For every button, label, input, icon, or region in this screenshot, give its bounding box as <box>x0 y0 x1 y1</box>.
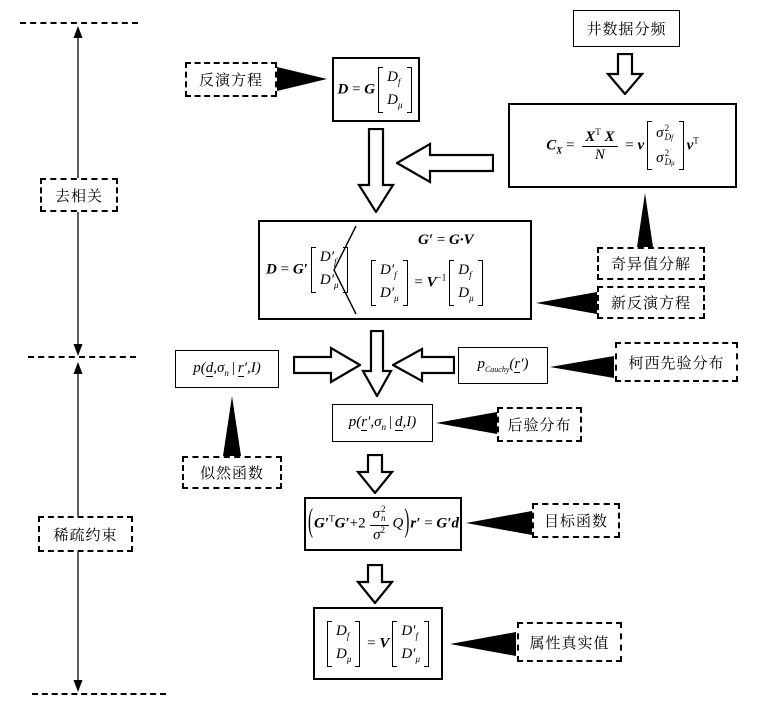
likelihood-formula: $p(d,\sigma_n$ | r′,I) <box>193 359 261 378</box>
decorrelation-text: 去相关 <box>54 188 103 205</box>
new-inversion-top-formula: G′ = G·V <box>418 232 474 248</box>
cauchy-formula-box <box>458 347 548 384</box>
block-arrow-left-cauchy-icon <box>392 347 455 383</box>
true-attribute-label <box>517 622 622 662</box>
inversion-formula: D = G $D_f$ $D_\mu$ <box>337 67 414 113</box>
cauchy-prior-label <box>615 342 738 382</box>
objective-fn-label <box>532 503 620 538</box>
callout-triangle-left-objective-icon <box>466 511 532 535</box>
covariance-formula-box <box>508 103 737 188</box>
inversion-formula-box <box>332 57 420 122</box>
inversion-eq-label <box>185 62 277 97</box>
callout-triangle-up-likelihood-icon <box>223 396 241 456</box>
posterior-formula-box <box>332 404 433 442</box>
final-formula: $D_f$ $D_\mu$ = V $D'_f$ $D'_\mu$ <box>324 621 432 667</box>
callout-triangle-left-final-icon <box>450 632 516 656</box>
block-arrow-down-objective-icon <box>356 564 394 604</box>
new-inversion-bottom-formula: $D'_f$ $D'_\mu$ = $V^{-1}$ $D_f$ $D_\mu$ <box>368 260 486 306</box>
block-arrow-down-posterior-icon <box>356 454 394 494</box>
new-inversion-left-formula: D = G′ $D'_f$ $D'_\mu$ <box>266 222 351 318</box>
cauchy-formula: $p_{Cauchy}(r')$ <box>477 356 529 375</box>
likelihood-formula-box <box>175 350 279 388</box>
angle-bracket-icon <box>332 225 358 315</box>
likelihood-fn-text: 似然函数 <box>199 466 264 482</box>
objective-formula-box <box>304 497 462 551</box>
block-arrow-down-well-icon <box>606 53 644 95</box>
well-data-box <box>573 10 680 47</box>
rail-dashed-line-bottom <box>32 693 166 695</box>
new-inversion-eq-label <box>597 286 705 319</box>
block-arrow-right-likelihood-icon <box>293 346 361 384</box>
well-data-text: 井数据分频 <box>586 22 667 38</box>
sparse-constraint-label <box>38 516 133 552</box>
posterior-formula: $p(r',\sigma_n$ | d,I) <box>348 413 417 432</box>
block-arrow-left-covariance-icon <box>396 142 494 184</box>
cauchy-prior-text: 柯西先验分布 <box>628 355 725 372</box>
callout-triangle-right-icon <box>277 67 327 91</box>
likelihood-fn-label <box>182 456 282 489</box>
objective-formula: ($G'^TG'+2$ σ 2 n $\sigma^2$ Q)r′ = G′d <box>308 503 459 543</box>
decorrelation-label <box>40 178 118 212</box>
callout-triangle-left-cauchy-icon <box>550 356 614 378</box>
final-formula-box <box>313 607 443 680</box>
covariance-formula: $C_X$ = $\frac{X^T X}{N}$ = v σ 2 Df σ 2 Dμ $v^T$ <box>546 121 699 171</box>
posterior-text: 后验分布 <box>507 418 572 434</box>
block-arrow-down-center-icon <box>361 330 393 397</box>
rail-dashed-line-top <box>20 22 138 24</box>
objective-fn-text: 目标函数 <box>543 514 608 530</box>
posterior-label <box>497 407 582 442</box>
callout-triangle-left-posterior-icon <box>436 412 497 434</box>
new-inversion-eq-text: 新反演方程 <box>610 296 691 312</box>
block-arrow-down-inversion-icon <box>357 128 395 213</box>
new-inversion-formula-box <box>258 220 532 320</box>
sparse-constraint-text: 稀疏约束 <box>53 527 118 544</box>
callout-triangle-left-newinv-icon <box>536 292 597 314</box>
true-attribute-text: 属性真实值 <box>529 635 610 652</box>
rail-dashed-line-middle <box>28 356 136 358</box>
callout-triangle-up-svd-icon <box>637 193 653 247</box>
svd-label <box>597 247 705 280</box>
svd-text: 奇异值分解 <box>610 257 691 273</box>
inversion-eq-text: 反演方程 <box>198 73 263 89</box>
